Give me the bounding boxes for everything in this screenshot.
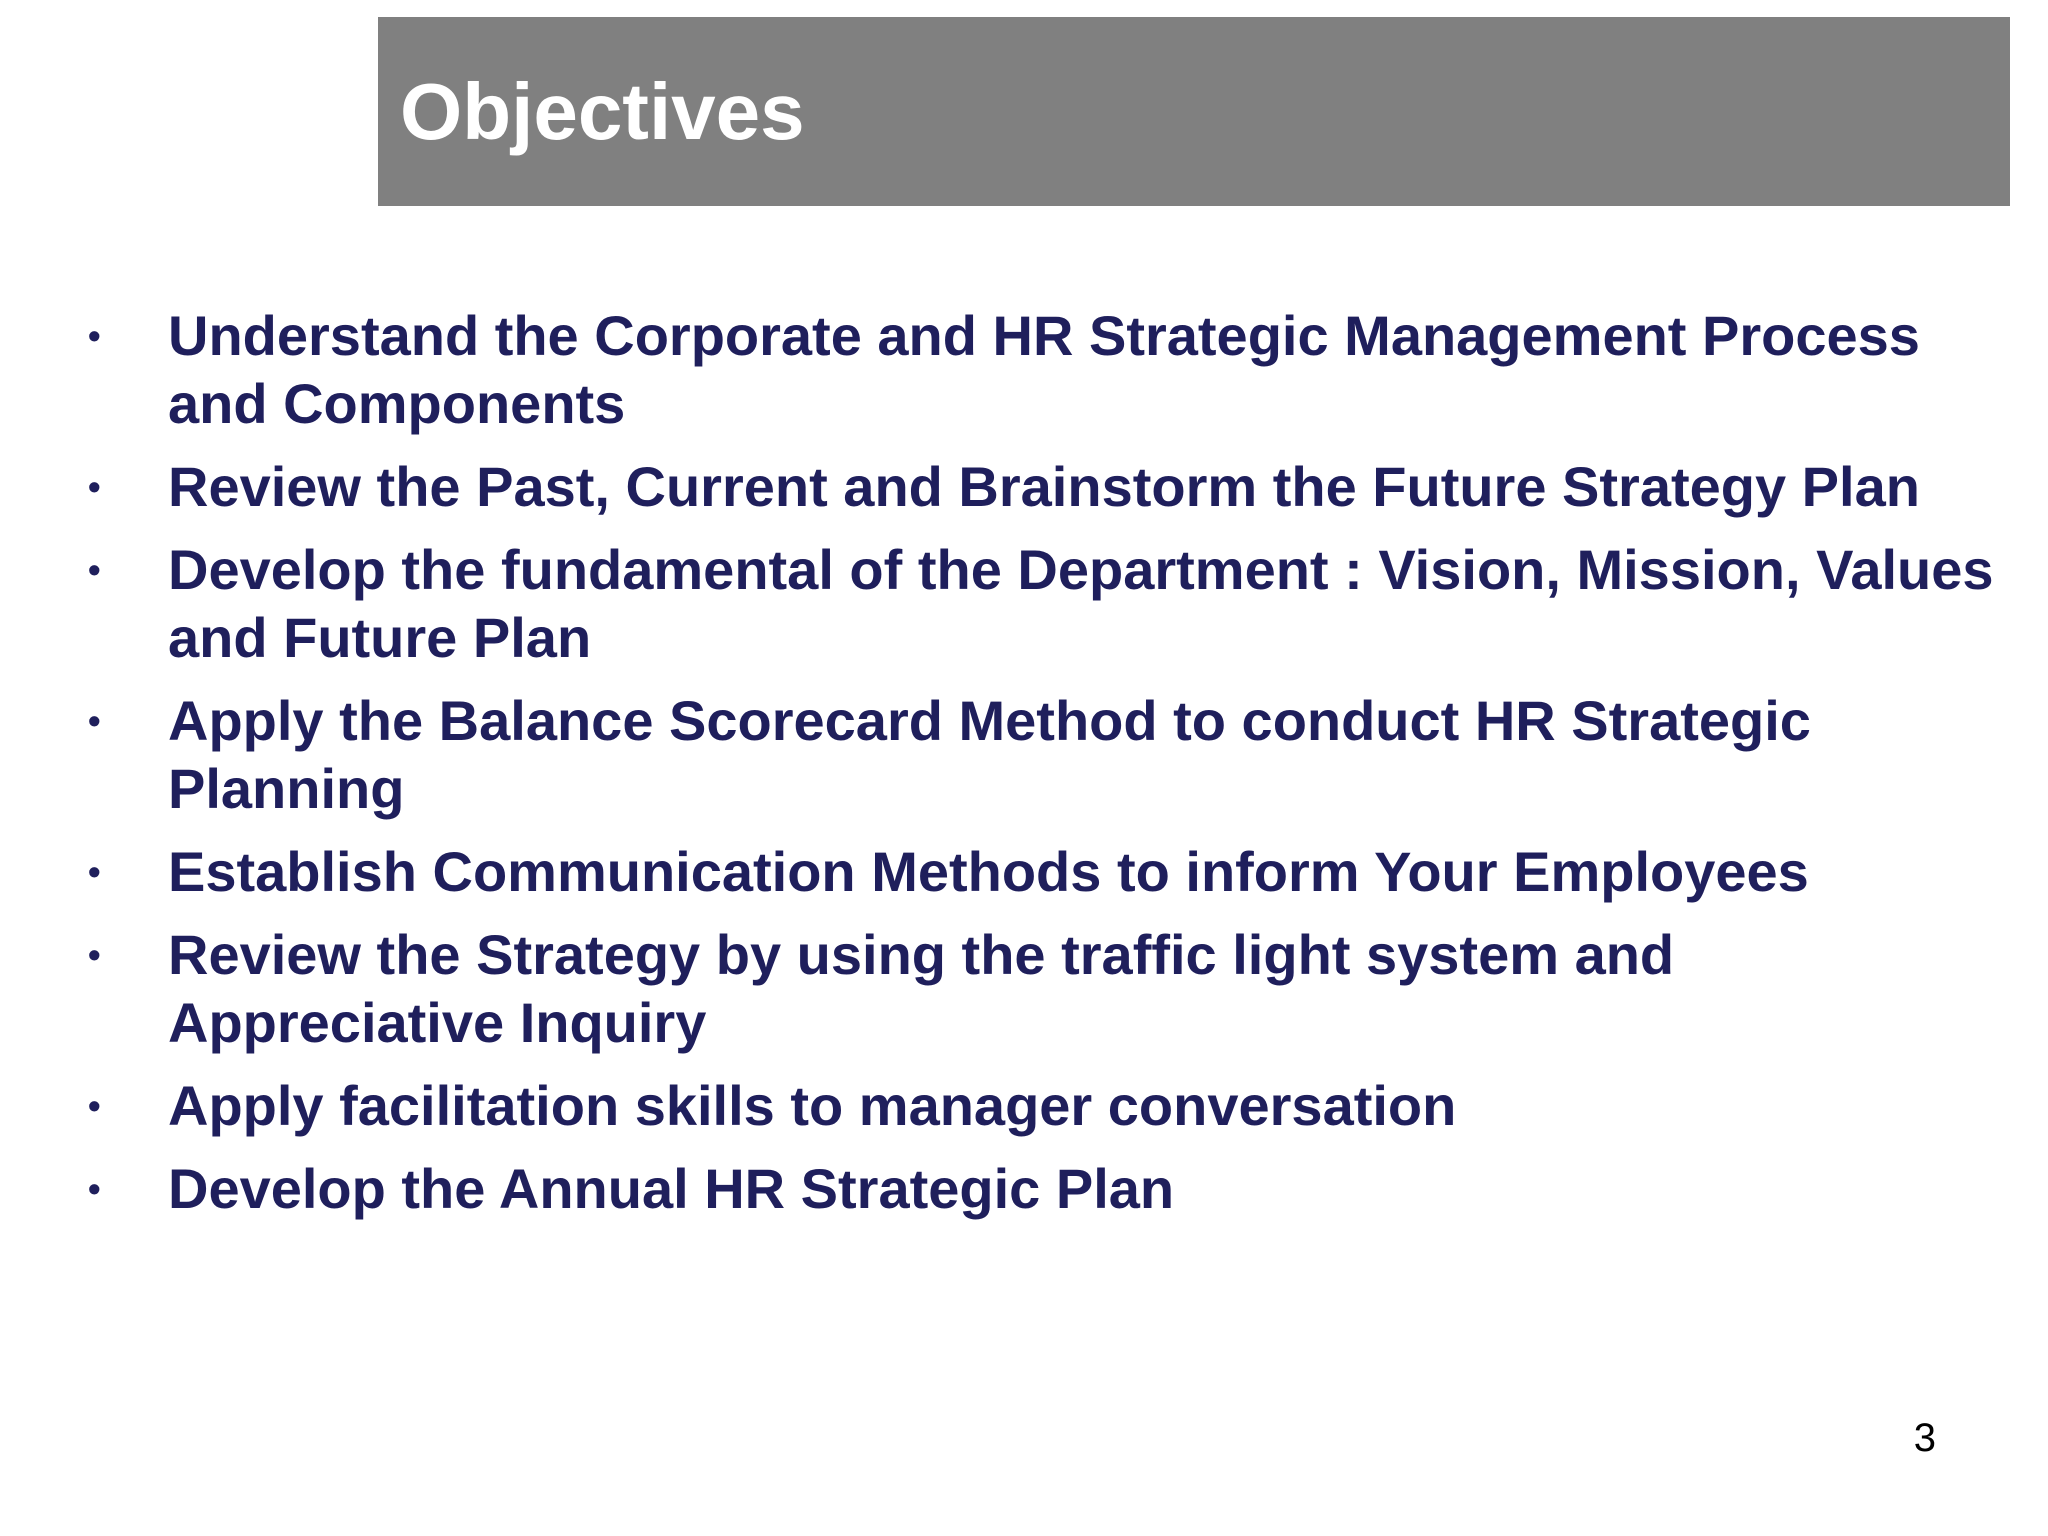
list-item [82,453,2012,521]
list-item-text: Develop the Annual HR Strategic Plan [168,1157,1175,1220]
bullet-icon: • [88,1168,101,1209]
slide-title: Objectives [400,66,805,156]
bullet-icon: • [88,934,101,975]
bullet-icon: • [88,1085,101,1126]
list-item-text: Apply facilitation skills to manager conversation [168,1074,1457,1137]
list-item [82,687,2012,823]
list-item-text: Establish Communication Methods to inform Your Employees [168,840,1809,903]
title-bar [378,17,2010,206]
list-item [82,838,2012,906]
list-item-text: Develop the fundamental of the Department : Vision, Mission, Values and Future Plan [168,538,1994,669]
list-item [82,1072,2012,1140]
bullet-icon: • [88,700,101,741]
list-item [82,302,2012,438]
objectives-list [82,302,2012,1238]
bullet-icon: • [88,315,101,356]
bullet-icon: • [88,466,101,507]
page-number: 3 [1913,1416,1936,1460]
list-item-text: Review the Strategy by using the traffic light system and Appreciative Inquiry [168,923,1675,1054]
list-item [82,536,2012,672]
list-item-text: Understand the Corporate and HR Strategic Management Process and Components [168,304,1920,435]
list-item [82,921,2012,1057]
list-item [82,1155,2012,1223]
list-item-text: Review the Past, Current and Brainstorm the Future Strategy Plan [168,455,1920,518]
list-item-text: Apply the Balance Scorecard Method to conduct HR Strategic Planning [168,689,1811,820]
bullet-icon: • [88,851,101,892]
bullet-icon: • [88,549,101,590]
